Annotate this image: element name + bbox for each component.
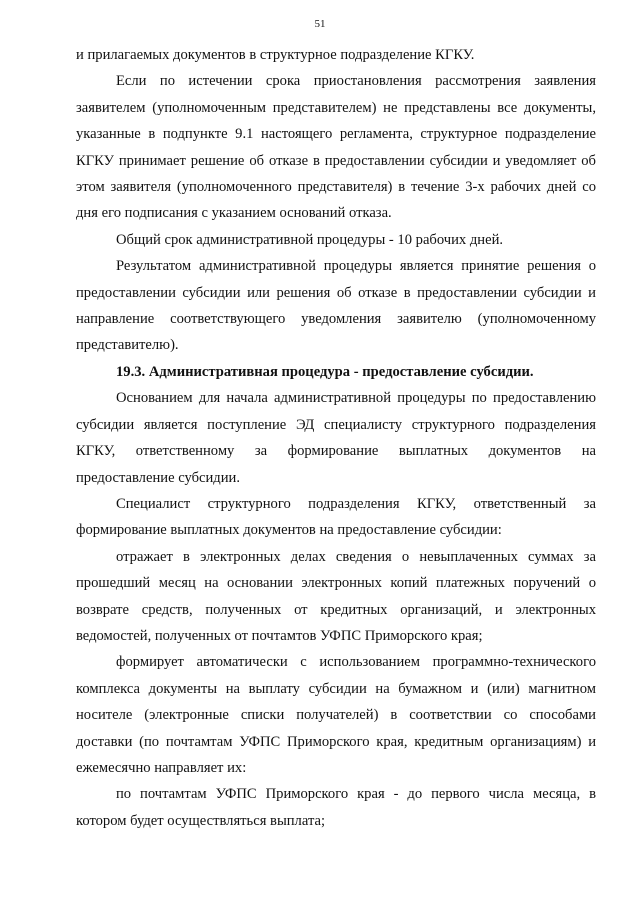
paragraph-specialist: Специалист структурного подразделения КГКУ, ответственный за формирование выплатных документов на предоставление субсидии: xyxy=(76,495,596,539)
paragraph-procedure-result: Результатом административной процедуры является принятие решения о предоставлении субсидии или решения об отказе в предоставлении субсидии и направление соответствующего уведомления заявителю (уполномоченному представителю). xyxy=(76,258,596,354)
paragraph-procedure-basis: Основанием для начала административной процедуры по предоставлению субсидии является поступление ЭД специалисту структурного подразделения КГКУ, ответственному за формирование выплатных документов на предоставление субсидии. xyxy=(76,390,596,486)
paragraph-records-unpaid: отражает в электронных делах сведения о невыплаченных суммах за прошедший месяц на основании электронных копий платежных поручений о возврате средств, полученных от кредитных организаций, и электронных ведомостей, полученных от почтамтов УФПС Приморского края; xyxy=(76,548,596,644)
paragraph-total-term: Общий срок административной процедуры - 10 рабочих дней. xyxy=(116,231,504,248)
paragraph-continuation: и прилагаемых документов в структурное подразделение КГКУ. xyxy=(76,47,475,63)
document-body xyxy=(76,42,596,834)
paragraph-post-offices: по почтамтам УФПС Приморского края - до первого числа месяца, в котором будет осуществляться выплата; xyxy=(76,786,596,829)
page-number: 51 xyxy=(314,18,326,30)
paragraph-forms-documents: формирует автоматически с использованием программно-технического комплекса документы на выплату субсидии на бумажном и (или) магнитном носителе (электронные списки получателей) в соответствии со способами доставки (по почтамтам УФПС Приморского края, кредитным организациям) и ежемесячно направляет их: xyxy=(76,654,596,776)
paragraph-suspension-refusal: Если по истечении срока приостановления рассмотрения заявления заявителем (уполномоченным представителем) не представлены все документы, указанные в подпункте 9.1 настоящего регламента, структурное подразделение КГКУ принимает решение об отказе в предоставлении субсидии и уведомляет об этом заявителя (уполномоченного представителя) в течение 3-х рабочих дней со дня его подписания с указанием оснований отказа. xyxy=(76,73,596,222)
section-heading-19-3: 19.3. Административная процедура - предоставление субсидии. xyxy=(116,363,534,380)
